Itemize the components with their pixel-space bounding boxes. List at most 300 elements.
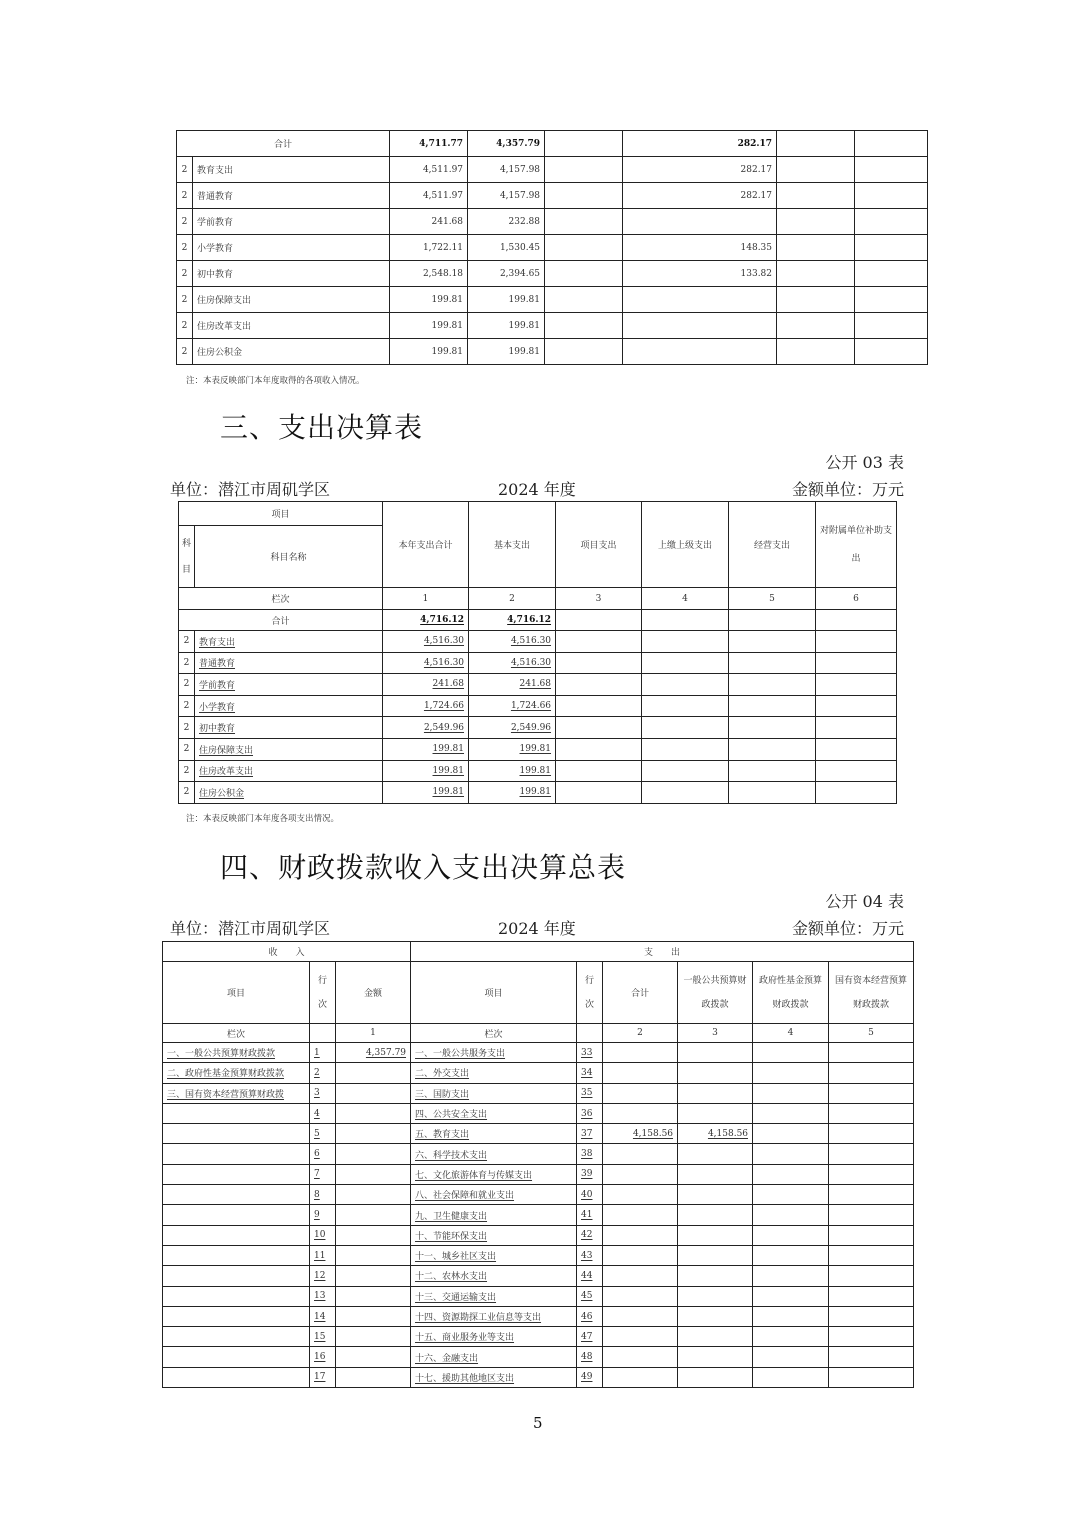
state-capital-amount (829, 1043, 914, 1063)
expense-total (603, 1083, 678, 1103)
state-capital-amount (829, 1205, 914, 1225)
cell-value (545, 157, 623, 183)
subject-name: 住房改革支出 (195, 760, 383, 782)
subject-name: 住房改革支出 (193, 313, 390, 339)
income-amount (336, 1347, 411, 1367)
expense-total (603, 1185, 678, 1205)
table-row (163, 1144, 914, 1164)
expense-total (603, 1063, 678, 1083)
income-row-no: 9 (310, 1205, 336, 1225)
cell-value: 1,722.11 (390, 235, 468, 261)
table-row (177, 261, 928, 287)
cell-value (545, 209, 623, 235)
income-row-no: 3 (310, 1083, 336, 1103)
cell-value (729, 738, 816, 760)
expense-total (603, 1327, 678, 1347)
expense-row-no: 47 (577, 1327, 603, 1347)
cell-value: 199.81 (469, 782, 556, 804)
table-row (177, 287, 928, 313)
expense-row-no: 45 (577, 1286, 603, 1306)
cell-value (816, 782, 897, 804)
state-capital-amount (829, 1083, 914, 1103)
cell-value (855, 183, 928, 209)
expense-item: 十一、城乡社区支出 (411, 1245, 577, 1265)
cell-value: 1,530.45 (468, 235, 545, 261)
cell-value: 4,157.98 (468, 157, 545, 183)
subject-name: 教育支出 (195, 631, 383, 653)
cell-value (556, 674, 642, 696)
total-value: 4,716.12 (383, 610, 469, 631)
income-item: 三、国有资本经营预算财政拨 (163, 1083, 310, 1103)
subject-name: 学前教育 (193, 209, 390, 235)
income-amount (336, 1124, 411, 1144)
expense-total (603, 1306, 678, 1326)
state-capital-amount (829, 1225, 914, 1245)
expense-row-no: 33 (577, 1043, 603, 1063)
expense-total (603, 1205, 678, 1225)
general-budget-amount (678, 1205, 753, 1225)
cell-value (545, 183, 623, 209)
expense-total (603, 1245, 678, 1265)
subject-name: 住房公积金 (195, 782, 383, 804)
col-no: 3 (678, 1024, 753, 1043)
income-amount (336, 1164, 411, 1184)
expense-row-no: 34 (577, 1063, 603, 1083)
income-amount: 4,357.79 (336, 1043, 411, 1063)
total-value: 4,357.79 (468, 131, 545, 157)
expense-item: 七、文化旅游体育与传媒支出 (411, 1164, 577, 1184)
section3-table-no: 公开 03 表 (825, 453, 904, 472)
cell-value (729, 760, 816, 782)
section4-table-no: 公开 04 表 (825, 892, 904, 911)
income-amount (336, 1266, 411, 1286)
income-item: 一、一般公共预算财政拨款 (163, 1043, 310, 1063)
cell-value (855, 287, 928, 313)
income-row-no: 16 (310, 1347, 336, 1367)
expense-item: 一、一般公共服务支出 (411, 1043, 577, 1063)
income-amount (336, 1306, 411, 1326)
subject-code: 2 (177, 157, 193, 183)
header-col-2: 基本支出 (469, 502, 556, 588)
cell-value: 4,516.30 (469, 631, 556, 653)
general-budget-amount (678, 1347, 753, 1367)
col-no-row (179, 588, 897, 610)
expense-row-no: 44 (577, 1266, 603, 1286)
expense-table-note: 注：本表反映部门本年度各项支出情况。 (186, 814, 340, 824)
subject-name: 普通教育 (195, 652, 383, 674)
income-amount (336, 1245, 411, 1265)
gov-fund-amount (753, 1367, 829, 1387)
cell-value (777, 235, 855, 261)
gov-fund-amount (753, 1063, 829, 1083)
cell-value: 199.81 (390, 339, 468, 365)
gov-fund-amount (753, 1164, 829, 1184)
gov-fund-amount (753, 1245, 829, 1265)
total-value (816, 610, 897, 631)
expense-total (603, 1347, 678, 1367)
expense-total (603, 1286, 678, 1306)
header-expense-item: 项目 (411, 962, 577, 1024)
expense-total (603, 1164, 678, 1184)
expense-item: 十六、金融支出 (411, 1347, 577, 1367)
income-row-no: 1 (310, 1043, 336, 1063)
table-row (177, 313, 928, 339)
subject-name: 小学教育 (195, 695, 383, 717)
cell-value: 4,511.97 (390, 183, 468, 209)
income-item (163, 1103, 310, 1123)
expense-total (603, 1225, 678, 1245)
cell-value (777, 287, 855, 313)
state-capital-amount (829, 1103, 914, 1123)
general-budget-amount (678, 1063, 753, 1083)
table-row (163, 1286, 914, 1306)
income-amount (336, 1103, 411, 1123)
cell-value (855, 157, 928, 183)
header-col-4: 上缴上级支出 (642, 502, 729, 588)
col-no: 3 (556, 588, 642, 610)
table-row (179, 695, 897, 717)
cell-value (816, 652, 897, 674)
total-value: 282.17 (623, 131, 777, 157)
table-row (163, 1245, 914, 1265)
general-budget-amount: 4,158.56 (678, 1124, 753, 1144)
cell-value (556, 782, 642, 804)
state-capital-amount (829, 1185, 914, 1205)
expense-row-no: 40 (577, 1185, 603, 1205)
income-amount (336, 1185, 411, 1205)
gov-fund-amount (753, 1286, 829, 1306)
table-row (179, 674, 897, 696)
income-item (163, 1144, 310, 1164)
cell-value (545, 339, 623, 365)
header-general-budget: 一般公共预算财政拨款 (678, 962, 753, 1024)
cell-value (816, 674, 897, 696)
cell-value: 199.81 (468, 287, 545, 313)
general-budget-amount (678, 1043, 753, 1063)
subject-code: 2 (179, 695, 195, 717)
state-capital-amount (829, 1327, 914, 1347)
income-item (163, 1327, 310, 1347)
cell-value (777, 209, 855, 235)
cell-value (642, 674, 729, 696)
general-budget-amount (678, 1103, 753, 1123)
cell-value: 199.81 (469, 760, 556, 782)
expense-item: 九、卫生健康支出 (411, 1205, 577, 1225)
expense-total (603, 1367, 678, 1387)
page-number: 5 (533, 1414, 543, 1432)
cell-value (816, 631, 897, 653)
gov-fund-amount (753, 1144, 829, 1164)
subject-name: 教育支出 (193, 157, 390, 183)
subject-code: 2 (177, 235, 193, 261)
cell-value (855, 313, 928, 339)
cell-value: 4,511.97 (390, 157, 468, 183)
total-value: 4,716.12 (469, 610, 556, 631)
cell-value (777, 183, 855, 209)
subject-code: 2 (179, 760, 195, 782)
expense-row-no: 36 (577, 1103, 603, 1123)
table-row (177, 209, 928, 235)
general-budget-amount (678, 1164, 753, 1184)
expense-item: 五、教育支出 (411, 1124, 577, 1144)
section3-currency: 金额单位：万元 (791, 480, 904, 499)
cell-value: 199.81 (468, 313, 545, 339)
cell-value: 199.81 (469, 738, 556, 760)
table-row (163, 1347, 914, 1367)
expense-item: 八、社会保障和就业支出 (411, 1185, 577, 1205)
col-no-label: 栏次 (411, 1024, 577, 1043)
cell-value: 241.68 (390, 209, 468, 235)
expense-row-no: 39 (577, 1164, 603, 1184)
income-row-no: 5 (310, 1124, 336, 1144)
cell-value: 199.81 (383, 782, 469, 804)
col-no: 1 (336, 1024, 411, 1043)
col-no-label: 栏次 (163, 1024, 310, 1043)
subject-code: 2 (177, 339, 193, 365)
fiscal-summary-table (162, 941, 914, 1388)
income-amount (336, 1327, 411, 1347)
general-budget-amount (678, 1185, 753, 1205)
col-no: 5 (829, 1024, 914, 1043)
col-no: 4 (642, 588, 729, 610)
expense-item: 三、国防支出 (411, 1083, 577, 1103)
table-row (177, 235, 928, 261)
cell-value (855, 339, 928, 365)
total-value (556, 610, 642, 631)
cell-value (777, 157, 855, 183)
income-item (163, 1185, 310, 1205)
cell-value (855, 261, 928, 287)
col-no: 6 (816, 588, 897, 610)
col-no (310, 1024, 336, 1043)
subject-name: 小学教育 (193, 235, 390, 261)
header-expense-row-no: 行次 (577, 962, 603, 1024)
header-income-amount: 金额 (336, 962, 411, 1024)
expense-item: 十二、农林水支出 (411, 1266, 577, 1286)
cell-value: 4,516.30 (383, 652, 469, 674)
table-row (163, 1306, 914, 1326)
subject-code: 2 (179, 738, 195, 760)
table-row (179, 782, 897, 804)
state-capital-amount (829, 1266, 914, 1286)
gov-fund-amount (753, 1124, 829, 1144)
income-item (163, 1266, 310, 1286)
income-row-no: 14 (310, 1306, 336, 1326)
cell-value (816, 695, 897, 717)
cell-value: 199.81 (390, 287, 468, 313)
section4-year: 2024 年度 (498, 919, 576, 938)
expense-table (178, 501, 897, 804)
gov-fund-amount (753, 1083, 829, 1103)
table-row (179, 652, 897, 674)
cell-value (642, 652, 729, 674)
cell-value (777, 261, 855, 287)
income-amount (336, 1063, 411, 1083)
cell-value (556, 760, 642, 782)
income-row-no: 8 (310, 1185, 336, 1205)
cell-value (855, 209, 928, 235)
cell-value (623, 313, 777, 339)
cell-value (777, 313, 855, 339)
income-amount (336, 1083, 411, 1103)
table-row (163, 1205, 914, 1225)
table-row (179, 760, 897, 782)
header-expense: 支 出 (411, 942, 914, 962)
income-row-no: 17 (310, 1367, 336, 1387)
table-row (177, 339, 928, 365)
cell-value (642, 738, 729, 760)
cell-value: 241.68 (469, 674, 556, 696)
cell-value (729, 782, 816, 804)
cell-value (623, 287, 777, 313)
cell-value (545, 235, 623, 261)
income-item: 二、政府性基金预算财政拨款 (163, 1063, 310, 1083)
cell-value (816, 717, 897, 739)
cell-value (855, 235, 928, 261)
header-col-3: 项目支出 (556, 502, 642, 588)
header-project: 项目 (179, 502, 383, 526)
income-row-no: 6 (310, 1144, 336, 1164)
state-capital-amount (829, 1347, 914, 1367)
subject-name: 住房保障支出 (195, 738, 383, 760)
subject-name: 初中教育 (193, 261, 390, 287)
total-row (179, 610, 897, 631)
cell-value (816, 760, 897, 782)
cell-value (729, 717, 816, 739)
expense-item: 十、节能环保支出 (411, 1225, 577, 1245)
cell-value: 282.17 (623, 157, 777, 183)
cell-value: 2,549.96 (469, 717, 556, 739)
cell-value: 199.81 (383, 760, 469, 782)
general-budget-amount (678, 1367, 753, 1387)
cell-value (556, 631, 642, 653)
gov-fund-amount (753, 1347, 829, 1367)
subject-code: 2 (179, 652, 195, 674)
subject-code: 2 (177, 313, 193, 339)
subject-name: 住房保障支出 (193, 287, 390, 313)
gov-fund-amount (753, 1103, 829, 1123)
income-item (163, 1347, 310, 1367)
total-value (855, 131, 928, 157)
income-row-no: 13 (310, 1286, 336, 1306)
col-no-row (163, 1024, 914, 1043)
table-row (163, 1367, 914, 1387)
cell-value (729, 631, 816, 653)
col-no: 4 (753, 1024, 829, 1043)
header-subject-name: 科目名称 (195, 526, 383, 588)
expense-row-no: 35 (577, 1083, 603, 1103)
subject-code: 2 (177, 183, 193, 209)
header-income-item: 项目 (163, 962, 310, 1024)
general-budget-amount (678, 1245, 753, 1265)
section3-unit: 单位：潜江市周矶学区 (170, 480, 331, 499)
state-capital-amount (829, 1367, 914, 1387)
cell-value: 282.17 (623, 183, 777, 209)
gov-fund-amount (753, 1327, 829, 1347)
expense-total (603, 1266, 678, 1286)
table-row (163, 1083, 914, 1103)
state-capital-amount (829, 1144, 914, 1164)
state-capital-amount (829, 1286, 914, 1306)
expense-row-no: 49 (577, 1367, 603, 1387)
income-row-no: 10 (310, 1225, 336, 1245)
header-state-capital: 国有资本经营预算财政拨款 (829, 962, 914, 1024)
col-no (577, 1024, 603, 1043)
gov-fund-amount (753, 1266, 829, 1286)
col-no: 2 (469, 588, 556, 610)
income-table-continued (176, 130, 928, 365)
income-row-no: 12 (310, 1266, 336, 1286)
expense-total: 4,158.56 (603, 1124, 678, 1144)
expense-row-no: 38 (577, 1144, 603, 1164)
section3-year: 2024 年度 (498, 480, 576, 499)
section4-unit: 单位：潜江市周矶学区 (170, 919, 331, 938)
cell-value: 2,549.96 (383, 717, 469, 739)
expense-row-no: 41 (577, 1205, 603, 1225)
total-value (729, 610, 816, 631)
general-budget-amount (678, 1286, 753, 1306)
subject-code: 2 (179, 782, 195, 804)
cell-value: 4,157.98 (468, 183, 545, 209)
cell-value (545, 261, 623, 287)
table-row (179, 738, 897, 760)
total-row (177, 131, 928, 157)
gov-fund-amount (753, 1185, 829, 1205)
total-value (545, 131, 623, 157)
table-row (177, 183, 928, 209)
income-row-no: 4 (310, 1103, 336, 1123)
header-income-row-no: 行次 (310, 962, 336, 1024)
cell-value: 4,516.30 (383, 631, 469, 653)
table-row (163, 1103, 914, 1123)
cell-value (729, 695, 816, 717)
income-amount (336, 1367, 411, 1387)
subject-code: 2 (177, 261, 193, 287)
cell-value: 1,724.66 (469, 695, 556, 717)
income-item (163, 1164, 310, 1184)
income-amount (336, 1205, 411, 1225)
header-subject-short: 科目 (179, 526, 195, 588)
general-budget-amount (678, 1225, 753, 1245)
table-row (163, 1225, 914, 1245)
table-row (163, 1164, 914, 1184)
cell-value: 199.81 (383, 738, 469, 760)
table-row (177, 157, 928, 183)
cell-value: 133.82 (623, 261, 777, 287)
section3-title: 三、支出决算表 (220, 411, 424, 444)
col-no: 2 (603, 1024, 678, 1043)
expense-row-no: 46 (577, 1306, 603, 1326)
income-amount (336, 1225, 411, 1245)
income-row-no: 2 (310, 1063, 336, 1083)
expense-total (603, 1144, 678, 1164)
expense-item: 六、科学技术支出 (411, 1144, 577, 1164)
table-row (163, 1063, 914, 1083)
cell-value (623, 209, 777, 235)
cell-value (545, 313, 623, 339)
section4-currency: 金额单位：万元 (791, 919, 904, 938)
cell-value (556, 695, 642, 717)
total-value: 4,711.77 (390, 131, 468, 157)
cell-value: 199.81 (390, 313, 468, 339)
cell-value (642, 717, 729, 739)
subject-code: 2 (177, 209, 193, 235)
cell-value: 148.35 (623, 235, 777, 261)
cell-value (642, 760, 729, 782)
col-no: 1 (383, 588, 469, 610)
table-row (179, 717, 897, 739)
header-col-1: 本年支出合计 (383, 502, 469, 588)
